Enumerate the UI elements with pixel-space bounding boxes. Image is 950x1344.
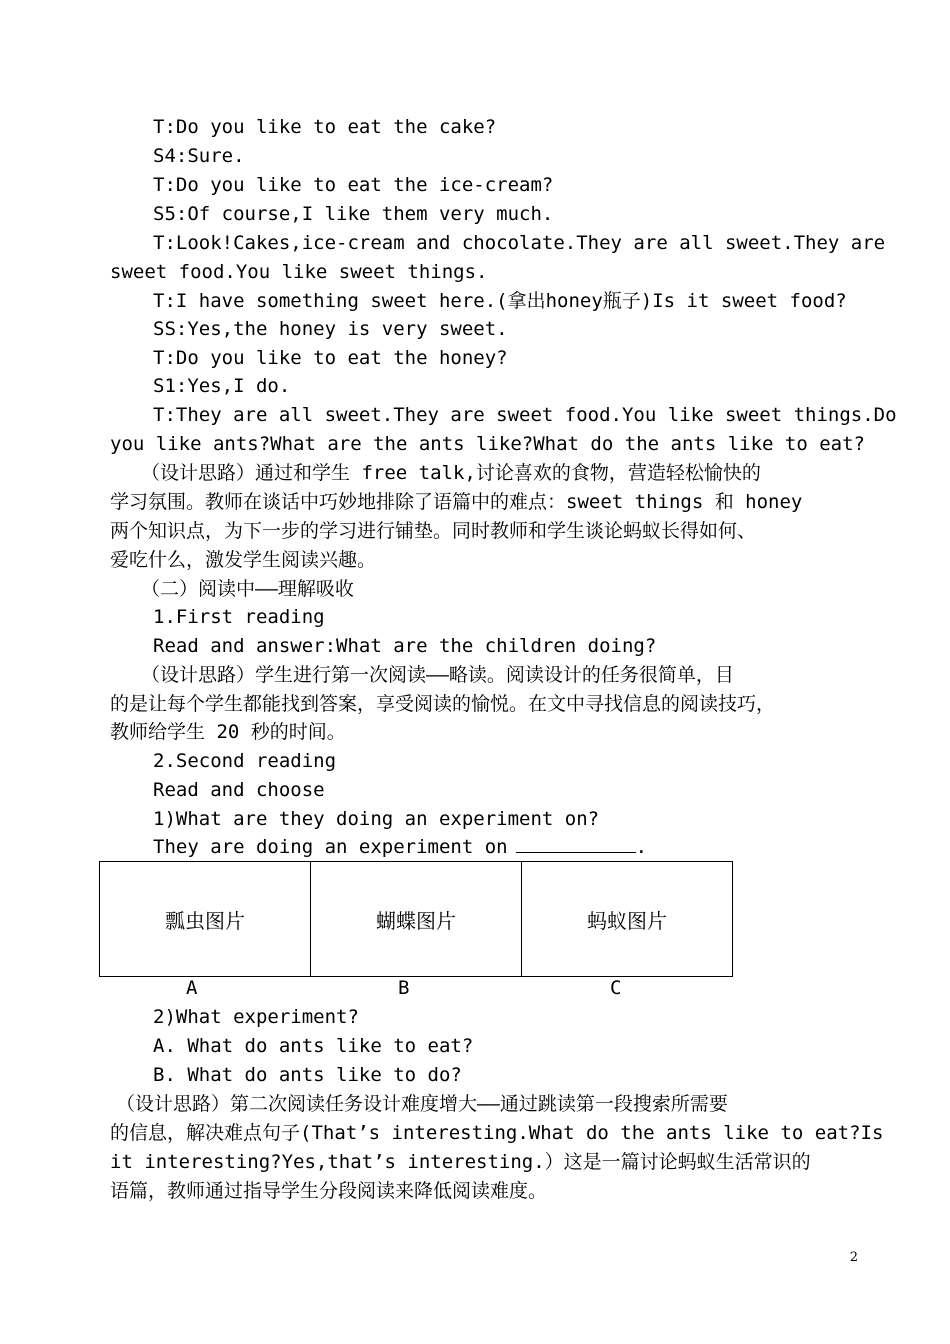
section-heading: （二）阅读中——理解吸收 bbox=[141, 578, 354, 600]
dialog-line: S5:Of course,I like them very much. bbox=[153, 203, 554, 225]
step-title: 1.First reading bbox=[153, 606, 325, 628]
step-task: Read and choose bbox=[153, 779, 325, 801]
choice-option: A. What do ants like to eat? bbox=[153, 1035, 474, 1057]
design-note: it interesting?Yes,that’s interesting.）这是一篇讨论蚂蚁生活常识的 bbox=[110, 1151, 811, 1173]
dialog-line: sweet food.You like sweet things. bbox=[110, 261, 488, 283]
step-title: 2.Second reading bbox=[153, 750, 337, 772]
picture-options-table bbox=[99, 861, 733, 977]
dialog-line: T:Do you like to eat the cake? bbox=[153, 116, 497, 138]
design-note: 教师给学生 20 秒的时间。 bbox=[110, 721, 346, 743]
fill-in-sentence bbox=[153, 833, 647, 861]
fill-in-period: . bbox=[635, 836, 648, 858]
design-note: （设计思路）第二次阅读任务设计难度增大——通过跳读第一段搜索所需要 bbox=[116, 1093, 728, 1115]
option-a-picture: 瓢虫图片 bbox=[100, 862, 311, 977]
question: 2)What experiment? bbox=[153, 1006, 359, 1028]
option-b-label: B bbox=[398, 977, 410, 999]
page-number: 2 bbox=[849, 1250, 858, 1265]
fill-in-text: They are doing an experiment on bbox=[153, 836, 508, 858]
dialog-line: T:Look!Cakes,ice-cream and chocolate.They are all sweet.They are bbox=[153, 232, 886, 254]
option-b-picture: 蝴蝶图片 bbox=[311, 862, 522, 977]
dialog-line: T:Do you like to eat the ice-cream? bbox=[153, 174, 554, 196]
question: 1)What are they doing an experiment on? bbox=[153, 808, 600, 830]
design-note: 的信息，解决难点句子(That’s interesting.What do the ants like to eat?Is bbox=[110, 1122, 884, 1144]
design-note: 爱吃什么，激发学生阅读兴趣。 bbox=[110, 549, 377, 571]
design-note: 学习氛围。教师在谈话中巧妙地排除了语篇中的难点：sweet things 和 honey bbox=[110, 491, 803, 513]
design-note: 语篇，教师通过指导学生分段阅读来降低阅读难度。 bbox=[110, 1180, 548, 1202]
dialog-line: T:I have something sweet here.(拿出honey瓶子)Is it sweet food? bbox=[153, 290, 847, 312]
option-c-label: C bbox=[610, 977, 622, 999]
answer-blank bbox=[516, 834, 636, 853]
design-note: （设计思路）学生进行第一次阅读——略读。阅读设计的任务很简单，目 bbox=[141, 664, 734, 686]
option-c-picture: 蚂蚁图片 bbox=[522, 862, 733, 977]
design-note: （设计思路）通过和学生 free talk,讨论喜欢的食物，营造轻松愉快的 bbox=[141, 462, 761, 484]
dialog-line: T:They are all sweet.They are sweet food.You like sweet things.Do bbox=[153, 404, 897, 426]
design-note: 的是让每个学生都能找到答案，享受阅读的愉悦。在文中寻找信息的阅读技巧， bbox=[110, 693, 776, 715]
dialog-line: SS:Yes,the honey is very sweet. bbox=[153, 318, 508, 340]
dialog-line: S1:Yes,I do. bbox=[153, 375, 291, 397]
option-a-label: A bbox=[186, 977, 198, 999]
choice-option: B. What do ants like to do? bbox=[153, 1064, 462, 1086]
design-note: 两个知识点，为下一步的学习进行铺垫。同时教师和学生谈论蚂蚁长得如何、 bbox=[110, 520, 757, 542]
dialog-line: you like ants?What are the ants like?What do the ants like to eat? bbox=[110, 433, 865, 455]
dialog-line: S4:Sure. bbox=[153, 145, 245, 167]
step-task: Read and answer:What are the children doing? bbox=[153, 635, 657, 657]
dialog-line: T:Do you like to eat the honey? bbox=[153, 347, 508, 369]
